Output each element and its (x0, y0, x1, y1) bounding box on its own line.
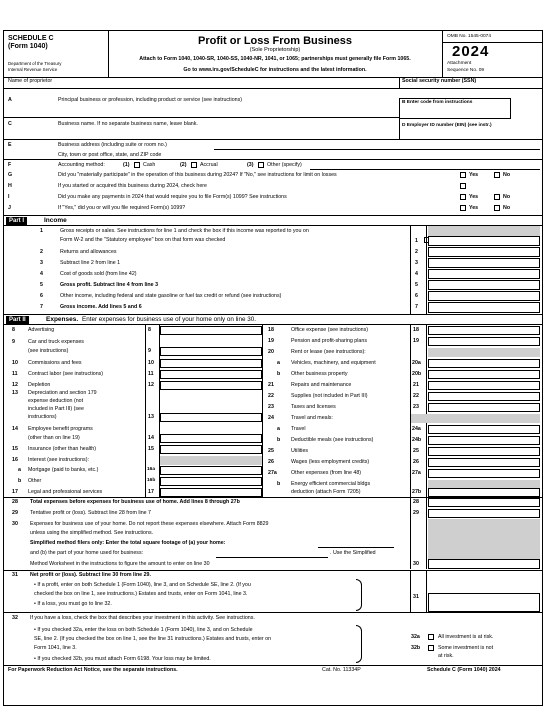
line-1-num: 1 (40, 228, 43, 234)
line-22-label: Supplies (not included in Part III) (291, 393, 368, 399)
line-30-label-f: Method Worksheet in the instructions to figure the amount to enter on line 30 (30, 561, 210, 567)
g-yes-label: Yes (469, 172, 479, 178)
line-13-label-b: expense deduction (not (28, 398, 84, 404)
box-1-num: 1 (415, 238, 418, 244)
line-31-label-c: • If a loss, you must go to line 32. (34, 601, 112, 607)
line-13-label-c: included in Part III) (see (28, 406, 84, 412)
line-14-label-b: (other than on line 19) (28, 435, 80, 441)
line-9-num: 9 (12, 339, 15, 345)
box-13-num: 13 (148, 414, 154, 420)
box-25-num: 25 (413, 448, 419, 454)
line-24a-amount[interactable] (428, 425, 540, 434)
letter-h: H (8, 183, 12, 189)
form-name: (Form 1040) (8, 43, 48, 50)
line-30-label-a: Expenses for business use of your home. Do not report these expenses elsewhere. Attach Form 8829 (30, 521, 269, 527)
cash-checkbox[interactable] (134, 162, 140, 168)
line-31-num: 31 (12, 572, 18, 578)
line-32a-label-a: • If you checked 32a, enter the loss on both Schedule 1 (Form 1040), line 3, and on Schedule (34, 627, 253, 633)
i-no-checkbox[interactable] (494, 194, 500, 200)
j-yes-checkbox[interactable] (460, 205, 466, 211)
line-6-amount[interactable] (428, 291, 540, 301)
home-sqft-field[interactable] (318, 540, 394, 548)
box-28-num: 28 (413, 499, 419, 505)
j-yes-label: Yes (469, 205, 479, 211)
line-16b-label: Other (28, 478, 42, 484)
line-19-amount[interactable] (428, 337, 540, 346)
line-29-label: Tentative profit or (loss). Subtract line 28 from line 7 (30, 510, 151, 516)
g-yes-checkbox[interactable] (460, 172, 466, 178)
line-2-label: Returns and allowances (60, 249, 117, 255)
letter-a: A (8, 97, 12, 103)
part-1-tag: Part I (6, 217, 27, 225)
line-27b-letter: b (277, 481, 281, 487)
line-20a-letter: a (277, 360, 280, 366)
line-j-label: If "Yes," did you or will you file required Form(s) 1099? (58, 205, 186, 211)
part-2-tag: Part II (6, 316, 29, 324)
line-1-label-a: Gross receipts or sales. See instructions for line 1 and check the box if this income was reported to you on (60, 228, 309, 234)
line-12-amount[interactable] (160, 381, 262, 390)
line-7-amount[interactable] (428, 302, 540, 313)
line-18-label: Office expense (see instructions) (291, 327, 369, 333)
line-27b-amount[interactable] (428, 488, 540, 497)
line-24b-letter: b (277, 437, 281, 443)
box-14-num: 14 (148, 435, 154, 441)
paperwork-notice: For Paperwork Reduction Act Notice, see the separate instructions. (8, 667, 178, 673)
line-8-label: Advertising (28, 327, 55, 333)
some-not-at-risk-checkbox[interactable] (428, 645, 434, 651)
line-16-num: 16 (12, 457, 18, 463)
line-32-label: If you have a loss, check the box that describes your investment in this activity. See instructions. (30, 615, 255, 621)
line-29-num: 29 (12, 510, 18, 516)
line-27a-label: Other expenses (from line 48) (291, 470, 362, 476)
omb-number: OMB No. 1545-0074 (447, 34, 491, 39)
line-16b-amount[interactable] (160, 477, 262, 486)
line-13-num: 13 (12, 390, 18, 396)
line-27a-num: 27a (268, 470, 277, 476)
line-23-amount[interactable] (428, 403, 540, 412)
box-4-num: 4 (415, 271, 418, 277)
cash-label: Cash (143, 162, 156, 168)
line-23-label: Taxes and licenses (291, 404, 336, 410)
line-16b-letter: b (18, 478, 22, 484)
sequence-number: Sequence No. 09 (447, 68, 485, 73)
box-18-num: 18 (413, 327, 419, 333)
letter-i: I (8, 194, 10, 200)
line-5-num: 5 (40, 282, 43, 288)
line-31-label: Net profit or (loss). Subtract line 30 from line 29. (30, 572, 151, 578)
line-28-num: 28 (12, 499, 18, 505)
line-6-label: Other income, including federal and state gasoline or fuel tax credit or refund (see instructions) (60, 293, 282, 299)
line-10-label: Commissions and fees (28, 360, 82, 366)
line-28-label: Total expenses before expenses for business use of home. Add lines 8 through 27b (30, 499, 240, 505)
box-20b-num: 20b (412, 371, 422, 377)
line-30-label-b: unless using the simplified method. See instructions. (30, 530, 154, 536)
part-2-title-rest: Enter expenses for business use of your home only on line 30. (82, 316, 256, 323)
line-24a-label: Travel (291, 426, 306, 432)
box-9-num: 9 (148, 348, 151, 354)
box-6-num: 6 (415, 293, 418, 299)
box-26-num: 26 (413, 459, 419, 465)
letter-c: C (8, 121, 12, 127)
part-1-title: Income (44, 217, 67, 224)
line-15-amount[interactable] (160, 445, 262, 454)
all-at-risk-label: All investment is at risk. (438, 634, 494, 640)
line-11-label: Contract labor (see instructions) (28, 371, 104, 377)
box-17-num: 17 (148, 489, 154, 495)
line-26-amount[interactable] (428, 458, 540, 467)
i-yes-label: Yes (469, 194, 479, 200)
line-22-amount[interactable] (428, 392, 540, 401)
line-12-label: Depletion (28, 382, 51, 388)
line-20b-amount[interactable] (428, 370, 540, 379)
box-16b-num: 16b (147, 478, 156, 483)
line-3-num: 3 (40, 260, 43, 266)
line-16a-label: Mortgage (paid to banks, etc.) (28, 467, 99, 473)
line-32a-label-c: Form 1041, line 3. (34, 645, 77, 651)
box-16a-num: 16a (147, 467, 156, 472)
box-12-num: 12 (148, 382, 154, 388)
line-11-amount[interactable] (160, 370, 262, 379)
box-21-num: 21 (413, 382, 419, 388)
line-16a-amount[interactable] (160, 466, 262, 475)
line-16a-letter: a (18, 467, 21, 473)
line-7-num: 7 (40, 304, 43, 310)
box-27b-num: 27b (412, 489, 422, 495)
box-32b-num: 32b (411, 645, 421, 651)
line-21-num: 21 (268, 382, 274, 388)
box-24b-num: 24b (412, 437, 422, 443)
line-d-label: D Employer ID number (EIN) (see instr.) (402, 123, 492, 128)
line-6-num: 6 (40, 293, 43, 299)
box-20a-num: 20a (412, 360, 421, 366)
accrual-label: Accrual (200, 162, 218, 168)
line-8-amount[interactable] (160, 326, 262, 335)
line-4-label: Cost of goods sold (from line 42) (60, 271, 137, 277)
footer-form-id: Schedule C (Form 1040) 2024 (427, 667, 501, 673)
line-18-num: 18 (268, 327, 274, 333)
form-title: Profit or Loss From Business (197, 35, 353, 47)
i-yes-checkbox[interactable] (460, 194, 466, 200)
line-1-label-b: Form W-2 and the "Statutory employee" box on that form was checked (60, 237, 226, 243)
line-5-amount[interactable] (428, 280, 540, 290)
line-31-label-a: • If a profit, enter on both Schedule 1 (Form 1040), line 3, and on Schedule SE, line 2. (If you (34, 582, 251, 588)
line-24a-letter: a (277, 426, 280, 432)
line-5-label: Gross profit. Subtract line 4 from line 3 (60, 282, 159, 288)
line-23-num: 23 (268, 404, 274, 410)
letter-j: J (8, 205, 11, 211)
line-16-label: Interest (see instructions): (28, 457, 89, 463)
line-19-num: 19 (268, 338, 274, 344)
line-27b-label-a: Energy efficient commercial bldgs (291, 481, 371, 487)
line-3-label: Subtract line 2 from line 1 (60, 260, 121, 266)
box-8-num: 8 (148, 327, 151, 333)
line-9-label-b: (see instructions) (28, 348, 69, 354)
h-checkbox[interactable] (460, 183, 466, 189)
box-5-num: 5 (415, 282, 418, 288)
schedule-name: SCHEDULE C (8, 35, 54, 42)
f1-num: (1) (123, 162, 130, 168)
line-26-label: Wages (less employment credits) (291, 459, 370, 465)
line-17-label: Legal and professional services (28, 489, 103, 495)
line-31-label-b: checked the box on line 1, see instructions.) Estates and trusts, enter on Form 1041, line 3. (34, 591, 248, 597)
line-31-amount[interactable] (428, 593, 540, 612)
line-32-num: 32 (12, 615, 18, 621)
box-27a-num: 27a (412, 470, 421, 476)
attach-note: Attach to Form 1040, 1040-SR, 1040-SS, 1040-NR, 1041, or 1065; partnerships must generally file Form 1065. (139, 56, 411, 62)
box-31-num: 31 (413, 594, 419, 600)
goto-note: Go to www.irs.gov/ScheduleC for instructions and the latest information. (183, 67, 367, 73)
other-method-label: Other (specify) (267, 162, 302, 168)
line-19-label: Pension and profit-sharing plans (291, 338, 367, 344)
all-at-risk-checkbox[interactable] (428, 634, 434, 640)
line-9-label-a: Car and truck expenses (28, 339, 84, 345)
box-7-num: 7 (415, 304, 418, 310)
attachment-label: Attachment (447, 61, 472, 66)
line-24b-label: Deductible meals (see instructions) (291, 437, 374, 443)
line-e-address-label: Business address (including suite or room no.) (58, 142, 167, 148)
line-29-amount[interactable] (428, 509, 540, 518)
box-29-num: 29 (413, 510, 419, 516)
line-4-amount[interactable] (428, 269, 540, 279)
other-method-checkbox[interactable] (258, 162, 264, 168)
accrual-checkbox[interactable] (191, 162, 197, 168)
line-14-label-a: Employee benefit programs (28, 426, 93, 432)
line-7-label: Gross income. Add lines 5 and 6 (60, 304, 142, 310)
line-8-num: 8 (12, 327, 15, 333)
line-13-label-a: Depreciation and section 179 (28, 390, 97, 396)
line-27b-label-b: deduction (attach Form 7205) (291, 489, 361, 495)
box-22-num: 22 (413, 393, 419, 399)
line-11-num: 11 (12, 371, 18, 377)
line-10-num: 10 (12, 360, 18, 366)
line-3-amount[interactable] (428, 258, 540, 268)
line-18-amount[interactable] (428, 326, 540, 335)
box-32a-num: 32a (411, 634, 420, 640)
line-21-label: Repairs and maintenance (291, 382, 352, 388)
line-13-amount[interactable] (160, 413, 262, 422)
line-30-label-d: and (b) the part of your home used for business: (30, 550, 144, 556)
j-no-checkbox[interactable] (494, 205, 500, 211)
some-not-at-risk-label-2: at risk. (438, 653, 454, 659)
j-no-label: No (503, 205, 511, 211)
line-25-label: Utilities (291, 448, 309, 454)
line-17-amount[interactable] (160, 488, 262, 497)
line-20a-amount[interactable] (428, 359, 540, 368)
line-c-label: Business name. If no separate business name, leave blank. (58, 121, 198, 127)
line-20-num: 20 (268, 349, 274, 355)
line-h-label: If you started or acquired this business during 2024, check here (58, 183, 207, 189)
line-9-amount[interactable] (160, 347, 262, 356)
line-14-num: 14 (12, 426, 18, 432)
i-no-label: No (503, 194, 511, 200)
letter-g: G (8, 172, 13, 178)
line-15-label: Insurance (other than health) (28, 446, 97, 452)
line-32-brace (356, 625, 362, 663)
cat-number: Cat. No. 11334P (322, 667, 361, 673)
line-20-label: Rent or lease (see instructions): (291, 349, 366, 355)
line-30-label-c: Simplified method filers only: Enter the total square footage of (a) your home: (30, 540, 226, 546)
line-32b-label: • If you checked 32b, you must attach Form 6198. Your loss may be limited. (34, 656, 211, 662)
proprietor-name-label: Name of proprietor (8, 78, 53, 84)
part-2-title: Expenses. (46, 316, 79, 323)
line-26-num: 26 (268, 459, 274, 465)
line-10-amount[interactable] (160, 359, 262, 368)
box-30-num: 30 (413, 561, 419, 567)
box-2-num: 2 (415, 249, 418, 255)
letter-f: F (8, 162, 12, 168)
line-20a-label: Vehicles, machinery, and equipment (291, 360, 376, 366)
line-2-num: 2 (40, 249, 43, 255)
line-25-amount[interactable] (428, 447, 540, 456)
f2-num: (2) (180, 162, 187, 168)
line-f-label: Accounting method: (58, 162, 105, 168)
line-30-label-e: . Use the Simplified (330, 550, 376, 556)
some-not-at-risk-label: Some investment is not (438, 645, 494, 651)
line-24-num: 24 (268, 415, 274, 421)
line-32a-label-b: SE, line 2. (If you checked the box on line 1, see the line 31 instructions.) Estates and trusts, enter on (34, 636, 272, 642)
line-a-label: Principal business or profession, including product or service (see instructions) (58, 97, 243, 103)
line-g-label: Did you "materially participate" in the operation of this business during 2024? If "No," see instructions for limit on losses (58, 172, 337, 178)
line-22-num: 22 (268, 393, 274, 399)
line-27a-amount[interactable] (428, 469, 540, 478)
g-no-checkbox[interactable] (494, 172, 500, 178)
line-30-num: 30 (12, 521, 18, 527)
line-12-num: 12 (12, 382, 18, 388)
box-24a-num: 24a (412, 426, 421, 432)
line-13-label-d: instructions) (28, 414, 57, 420)
letter-e: E (8, 142, 12, 148)
line-e-city-label: City, town or post office, state, and ZIP code (58, 152, 162, 158)
ssn-label: Social security number (SSN) (402, 78, 477, 84)
box-23-num: 23 (413, 404, 419, 410)
line-15-num: 15 (12, 446, 18, 452)
line-20b-label: Other business property (291, 371, 348, 377)
line-20b-letter: b (277, 371, 281, 377)
tax-year: 2024 (452, 43, 490, 60)
box-10-num: 10 (148, 360, 154, 366)
box-11-num: 11 (148, 371, 154, 377)
business-sqft-field[interactable] (216, 550, 328, 558)
box-3-num: 3 (415, 260, 418, 266)
f3-num: (3) (247, 162, 254, 168)
line-30-amount[interactable] (428, 559, 540, 569)
box-15-num: 15 (148, 446, 154, 452)
line-i-label: Did you make any payments in 2024 that would require you to file Form(s) 1099? See instructions (58, 194, 287, 200)
line-4-num: 4 (40, 271, 43, 277)
g-no-label: No (503, 172, 511, 178)
line-24b-amount[interactable] (428, 436, 540, 445)
dept-irs: Internal Revenue Service (8, 67, 58, 72)
line-28-amount[interactable] (428, 498, 540, 507)
line-b-label: B Enter code from instructions (402, 100, 473, 105)
box-19-num: 19 (413, 338, 419, 344)
line-17-num: 17 (12, 489, 18, 495)
line-24-label: Travel and meals: (291, 415, 333, 421)
line-31-brace (356, 579, 362, 611)
form-subtitle: (Sole Proprietorship) (249, 47, 301, 53)
line-25-num: 25 (268, 448, 274, 454)
line-21-amount[interactable] (428, 381, 540, 390)
schedule-c-form (3, 30, 543, 706)
line-1-amount[interactable] (428, 236, 540, 246)
line-14-amount[interactable] (160, 434, 262, 443)
dept-treasury: Department of the Treasury (8, 61, 62, 66)
line-2-amount[interactable] (428, 247, 540, 257)
